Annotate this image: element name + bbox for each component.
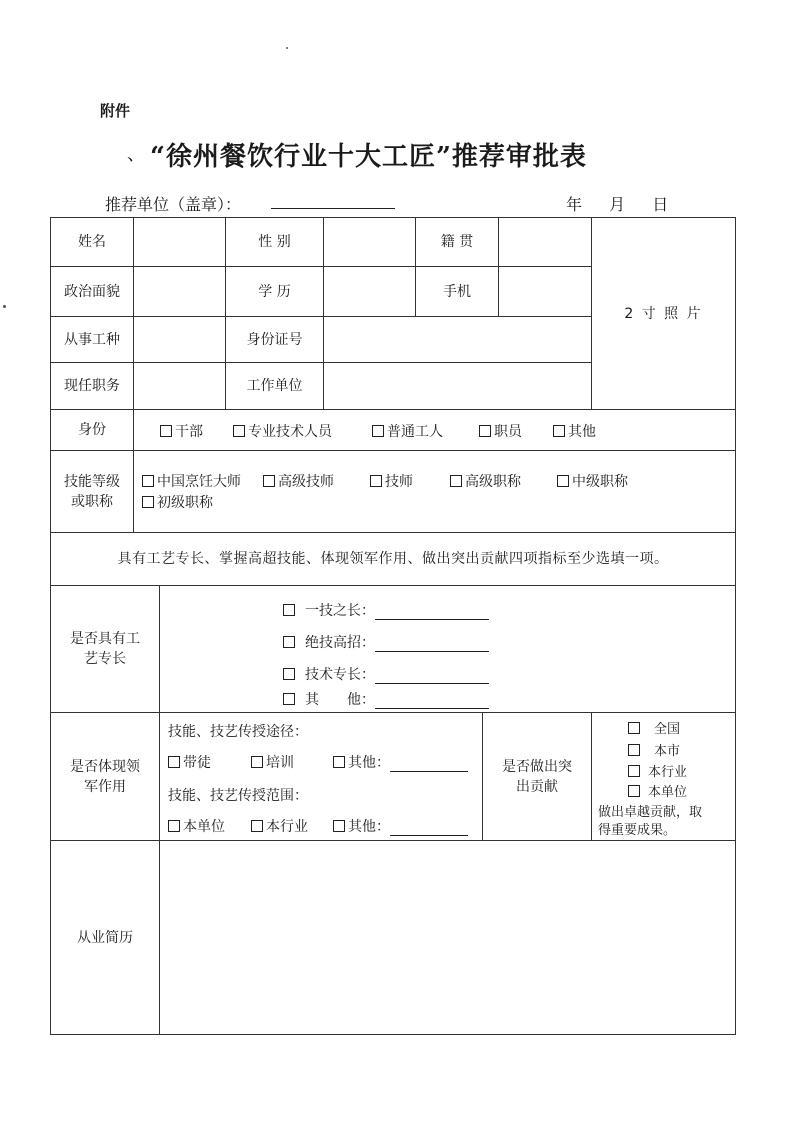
employer-label: 工作单位 — [246, 378, 303, 394]
scope-option-other[interactable]: 其他： — [333, 816, 468, 836]
contrib-scope-industry[interactable]: 本行业 — [628, 761, 687, 780]
scope-option-industry[interactable]: 本行业 — [251, 816, 308, 836]
checkbox-icon — [479, 425, 491, 437]
position-label: 现任职务 — [64, 378, 120, 394]
political-label: 政治面貌 — [64, 283, 120, 300]
checkbox-icon — [233, 425, 245, 437]
name-field[interactable] — [134, 218, 225, 266]
resume-field[interactable] — [160, 841, 735, 1034]
education-label: 学 历 — [258, 283, 291, 300]
checkbox-icon — [263, 475, 275, 487]
checkbox-icon — [333, 756, 345, 768]
phone-label: 手机 — [443, 283, 471, 300]
origin-field[interactable] — [499, 218, 591, 266]
trade-field[interactable] — [134, 317, 225, 362]
checkbox-icon — [450, 475, 462, 487]
scope-other-blank[interactable] — [390, 819, 468, 836]
teaching-scope-label: 技能、技艺传授范围： — [168, 788, 308, 804]
attachment-label: 附件 — [100, 102, 131, 120]
checkbox-icon — [372, 425, 384, 437]
checkbox-icon — [553, 425, 565, 437]
path-option-other[interactable]: 其他： — [333, 752, 468, 772]
recommending-unit-field[interactable] — [271, 208, 395, 209]
contribution-label: 是否做出突 出贡献 — [502, 758, 572, 795]
identity-option-cadre[interactable]: 干部 — [160, 421, 203, 441]
gender-field[interactable] — [324, 218, 415, 266]
scan-speck — [286, 47, 288, 49]
skill-label: 技能等级 或职称 — [64, 473, 120, 510]
skill-option-junior-title[interactable]: 初级职称 — [142, 492, 213, 512]
scope-option-own-unit[interactable]: 本单位 — [168, 816, 225, 836]
resume-label: 从业简历 — [77, 929, 133, 946]
craft-item-other[interactable]: 其 他： — [283, 689, 489, 709]
form-title: “徐州餐饮行业十大工匠”推荐审批表 — [150, 142, 587, 172]
checkbox-icon — [628, 785, 640, 797]
recommending-unit-label: 推荐单位（盖章）： — [105, 195, 242, 214]
photo-placeholder[interactable]: 2 寸 照 片 — [624, 305, 703, 322]
checkbox-icon — [283, 668, 295, 680]
identity-label: 身份 — [78, 422, 106, 438]
checkbox-icon — [370, 475, 382, 487]
gender-label: 性 别 — [258, 234, 291, 250]
skill-option-mid-title[interactable]: 中级职称 — [557, 471, 628, 491]
craft-item-blank[interactable] — [375, 603, 489, 620]
month-label: 月 — [609, 195, 626, 214]
idno-label: 身份证号 — [246, 331, 303, 348]
contrib-scope-unit[interactable]: 本单位 — [628, 781, 687, 800]
checkbox-icon — [628, 765, 640, 777]
contrib-desc-line2: 得重要成果。 — [598, 823, 677, 838]
identity-option-technician[interactable]: 专业技术人员 — [233, 421, 332, 441]
indicator-note: 具有工艺专长、掌握高超技能、体现领军作用、做出突出贡献四项指标至少选填一项。 — [117, 551, 669, 567]
origin-label: 籍 贯 — [440, 234, 474, 250]
craft-item-blank[interactable] — [375, 692, 489, 709]
identity-option-worker[interactable]: 普通工人 — [372, 421, 443, 441]
year-label: 年 — [566, 195, 583, 214]
employer-field[interactable] — [324, 363, 591, 409]
craft-label: 是否具有工 艺专长 — [70, 631, 140, 667]
checkbox-icon — [628, 744, 640, 756]
contrib-scope-city[interactable]: 本市 — [628, 740, 680, 759]
checkbox-icon — [283, 693, 295, 705]
day-label: 日 — [652, 195, 669, 214]
path-other-blank[interactable] — [390, 755, 468, 772]
checkbox-icon — [168, 756, 180, 768]
skill-option-senior-technician[interactable]: 高级技师 — [263, 471, 334, 491]
checkbox-icon — [251, 756, 263, 768]
date-line — [566, 192, 690, 215]
political-field[interactable] — [134, 267, 225, 316]
phone-field[interactable] — [499, 267, 591, 316]
checkbox-icon — [283, 604, 295, 616]
position-field[interactable] — [134, 363, 225, 409]
skill-option-technician[interactable]: 技师 — [370, 471, 413, 491]
checkbox-icon — [628, 722, 640, 734]
idno-field[interactable] — [324, 317, 591, 362]
trade-label: 从事工种 — [64, 331, 120, 348]
teaching-path-label: 技能、技艺传授途径： — [168, 724, 308, 740]
craft-item-blank[interactable] — [375, 667, 489, 684]
checkbox-icon — [160, 425, 172, 437]
craft-item-tech-specialty[interactable]: 技术专长： — [283, 664, 489, 684]
checkbox-icon — [251, 820, 263, 832]
checkbox-icon — [283, 636, 295, 648]
lead-label: 是否体现领 军作用 — [70, 758, 140, 795]
education-field[interactable] — [324, 267, 415, 316]
path-option-apprentice[interactable]: 带徒 — [168, 752, 211, 772]
name-label: 姓名 — [78, 234, 106, 250]
skill-option-master-chef[interactable]: 中国烹饪大师 — [142, 471, 241, 491]
craft-item-masterful-skill[interactable]: 绝技高招： — [283, 632, 489, 652]
skill-option-senior-title[interactable]: 高级职称 — [450, 471, 521, 491]
craft-item-unique-skill[interactable]: 一技之长： — [283, 600, 489, 620]
scan-speck — [3, 305, 6, 308]
identity-option-clerk[interactable]: 职员 — [479, 421, 522, 441]
identity-option-other[interactable]: 其他 — [553, 421, 596, 441]
path-option-training[interactable]: 培训 — [251, 752, 294, 772]
title-mark: 、 — [127, 144, 145, 165]
contrib-desc-line1: 做出卓越贡献，取 — [598, 805, 703, 820]
contrib-scope-national[interactable]: 全国 — [628, 718, 680, 737]
checkbox-icon — [557, 475, 569, 487]
checkbox-icon — [333, 820, 345, 832]
checkbox-icon — [142, 496, 154, 508]
checkbox-icon — [168, 820, 180, 832]
checkbox-icon — [142, 475, 154, 487]
craft-item-blank[interactable] — [375, 635, 489, 652]
